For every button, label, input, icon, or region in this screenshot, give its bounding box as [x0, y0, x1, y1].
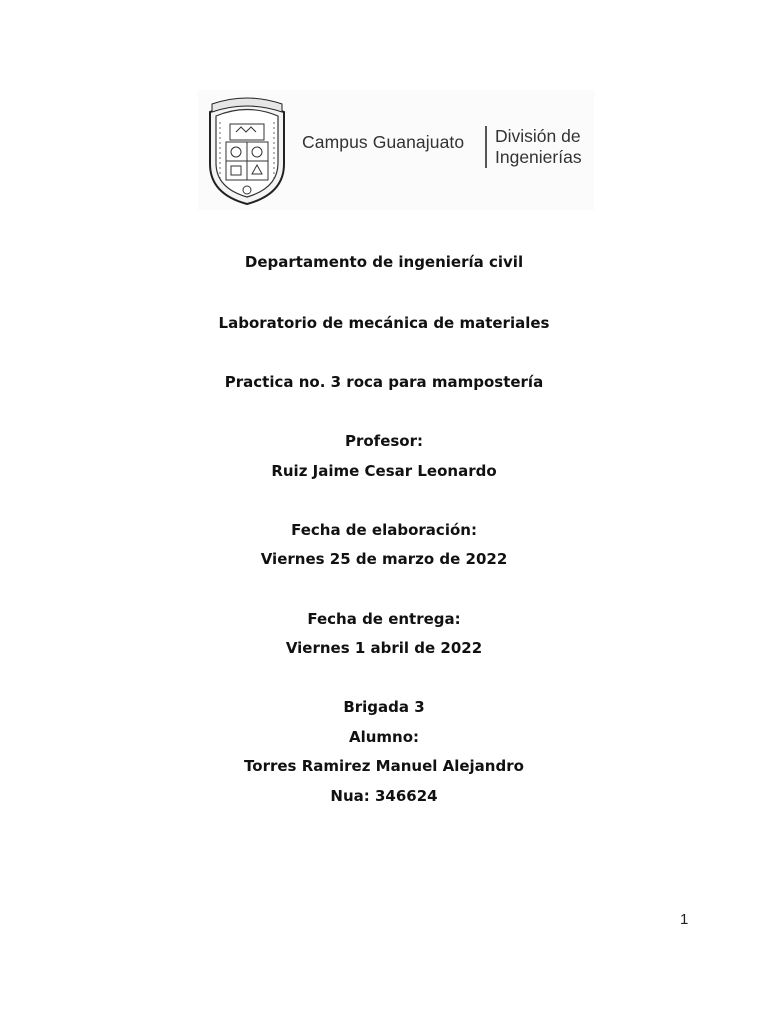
delivery-date: Viernes 1 abril de 2022: [285, 639, 483, 657]
division-line-2: Ingenierías: [495, 147, 582, 167]
professor-label: Profesor:: [344, 432, 424, 450]
university-logo: [198, 90, 594, 210]
practice-title: Practica no. 3 roca para mampostería: [224, 373, 544, 391]
page-number: 1: [680, 911, 689, 928]
department-title: Departamento de ingeniería civil: [244, 253, 524, 271]
student-name: Torres Ramirez Manuel Alejandro: [244, 757, 524, 775]
laboratory-title: Laboratorio de mecánica de materiales: [218, 314, 550, 332]
university-seal-icon: [202, 94, 292, 206]
campus-name: Campus Guanajuato: [302, 132, 465, 152]
professor-name: Ruiz Jaime Cesar Leonardo: [271, 462, 497, 480]
nua-number: Nua: 346624: [330, 787, 438, 805]
elaboration-label: Fecha de elaboración:: [291, 521, 477, 539]
student-label: Alumno:: [348, 728, 420, 746]
elaboration-date: Viernes 25 de marzo de 2022: [260, 550, 508, 568]
division-name: [495, 126, 582, 168]
division-line-1: División de: [495, 126, 581, 146]
delivery-label: Fecha de entrega:: [307, 610, 461, 628]
brigade-label: Brigada 3: [343, 698, 425, 716]
logo-divider: [485, 126, 487, 168]
